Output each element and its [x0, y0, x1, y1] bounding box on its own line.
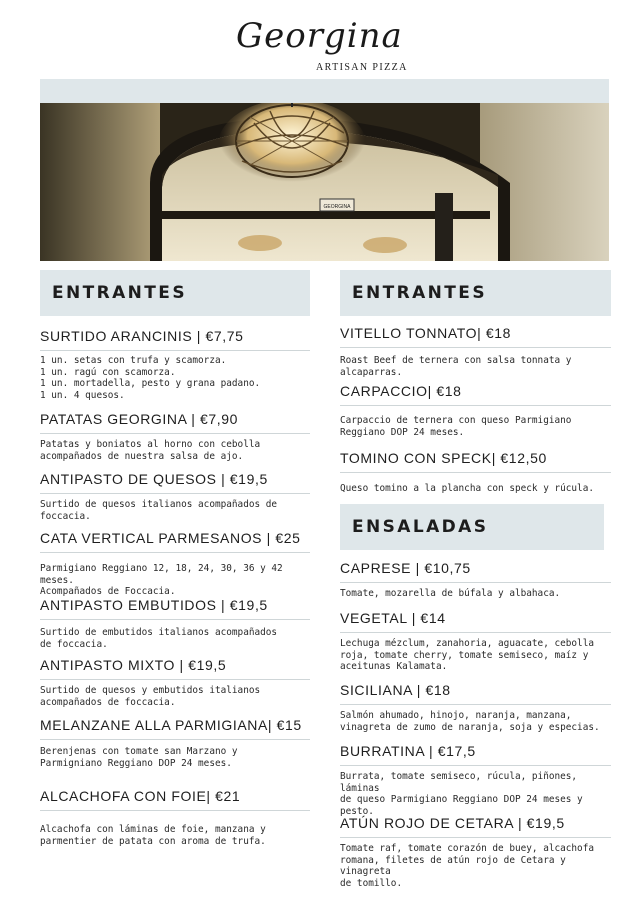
section-heading-label: ENSALADAS	[352, 517, 489, 537]
menu-item-description: Parmigiano Reggiano 12, 18, 24, 30, 36 y 42 meses. Acompañados de Foccacia.	[40, 563, 283, 598]
menu-item-description: Surtido de embutidos italianos acompañados de foccacia.	[40, 627, 278, 650]
menu-item-description: Lechuga mézclum, zanahoria, aguacate, cebolla roja, tomate cherry, tomate semiseco, maíz y aceitunas Kalamata.	[340, 638, 594, 673]
hero-top-band	[40, 79, 609, 103]
menu-item-title: CAPRESE | €10,75	[340, 560, 471, 576]
menu-item-description: Queso tomino a la plancha con speck y rúcula.	[340, 483, 594, 494]
menu-item-description: Carpaccio de ternera con queso Parmigiano Reggiano DOP 24 meses.	[340, 415, 572, 438]
divider	[340, 765, 611, 766]
brand-script-name: Georgina	[236, 16, 403, 56]
restaurant-interior-photo	[40, 103, 609, 261]
menu-item-title: BURRATINA | €17,5	[340, 743, 476, 759]
menu-item-title: PATATAS GEORGINA | €7,90	[40, 411, 239, 427]
divider	[340, 582, 611, 583]
section-heading-ensaladas	[340, 504, 604, 550]
svg-text:GEORGINA: GEORGINA	[323, 204, 351, 210]
menu-item-title: VITELLO TONNATO| €18	[340, 325, 511, 341]
menu-item-title: ANTIPASTO EMBUTIDOS | €19,5	[40, 597, 268, 613]
menu-item-description: Roast Beef de ternera con salsa tonnata y alcaparras.	[340, 355, 572, 378]
menu-item-description: Tomate raf, tomate corazón de buey, alcachofa romana, filetes de atún rojo de Cetara y vinagreta de tomillo.	[340, 843, 594, 889]
divider	[340, 837, 611, 838]
menu-item-title: CARPACCIO| €18	[340, 383, 462, 399]
divider	[340, 472, 611, 473]
menu-item-title: ATÚN ROJO DE CETARA | €19,5	[340, 815, 565, 831]
menu-item-description: Alcachofa con láminas de foie, manzana y parmentier de patata con aroma de trufa.	[40, 824, 266, 847]
menu-item-description: Tomate, mozarella de búfala y albahaca.	[340, 588, 561, 599]
menu-item-title: ALCACHOFA CON FOIE| €21	[40, 788, 241, 804]
divider	[40, 739, 310, 740]
section-heading-label: ENTRANTES	[352, 283, 487, 303]
section-heading-label: ENTRANTES	[52, 283, 187, 303]
left-menu-column	[40, 270, 310, 847]
section-heading-entrantes	[340, 270, 611, 316]
right-menu-column	[340, 270, 611, 889]
menu-item-title: CATA VERTICAL PARMESANOS | €25	[40, 530, 301, 546]
menu-item-title: MELANZANE ALLA PARMIGIANA| €15	[40, 717, 302, 733]
menu-item-description: Berenjenas con tomate san Marzano y Parmigniano Reggiano DOP 24 meses.	[40, 746, 238, 769]
divider	[340, 347, 611, 348]
divider	[40, 350, 310, 351]
divider	[340, 632, 611, 633]
menu-item-title: TOMINO CON SPECK| €12,50	[340, 450, 547, 466]
divider	[40, 679, 310, 680]
menu-item-title: SICILIANA | €18	[340, 682, 451, 698]
menu-item-description: Burrata, tomate semiseco, rúcula, piñones, láminas de queso Parmigiano Reggiano DOP 24 meses y pesto.	[340, 771, 583, 817]
menu-item-title: SURTIDO ARANCINIS | €7,75	[40, 328, 244, 344]
menu-item-description: Salmón ahumado, hinojo, naranja, manzana, vinagreta de zumo de naranja, soja y especias.	[340, 710, 600, 733]
menu-item-description: 1 un. setas con trufa y scamorza. 1 un. ragú con scamorza. 1 un. mortadella, pesto y grana padano. 1 un. 4 quesos.	[40, 355, 261, 401]
brand-subtitle: ARTISAN PIZZA	[316, 62, 408, 73]
divider	[40, 552, 310, 553]
divider	[40, 810, 310, 811]
menu-item-title: ANTIPASTO MIXTO | €19,5	[40, 657, 227, 673]
divider	[40, 493, 310, 494]
section-heading-entrantes	[40, 270, 310, 316]
divider	[40, 433, 310, 434]
menu-item-description: Patatas y boniatos al horno con cebolla acompañados de nuestra salsa de ajo.	[40, 439, 261, 462]
menu-item-description: Surtido de quesos italianos acompañados de foccacia.	[40, 499, 278, 522]
menu-item-title: ANTIPASTO DE QUESOS | €19,5	[40, 471, 268, 487]
brand-logo	[0, 14, 640, 76]
menu-item-description: Surtido de quesos y embutidos italianos acompañados de foccacia.	[40, 685, 261, 708]
divider	[340, 405, 611, 406]
divider	[40, 619, 310, 620]
divider	[340, 704, 611, 705]
menu-item-title: VEGETAL | €14	[340, 610, 446, 626]
